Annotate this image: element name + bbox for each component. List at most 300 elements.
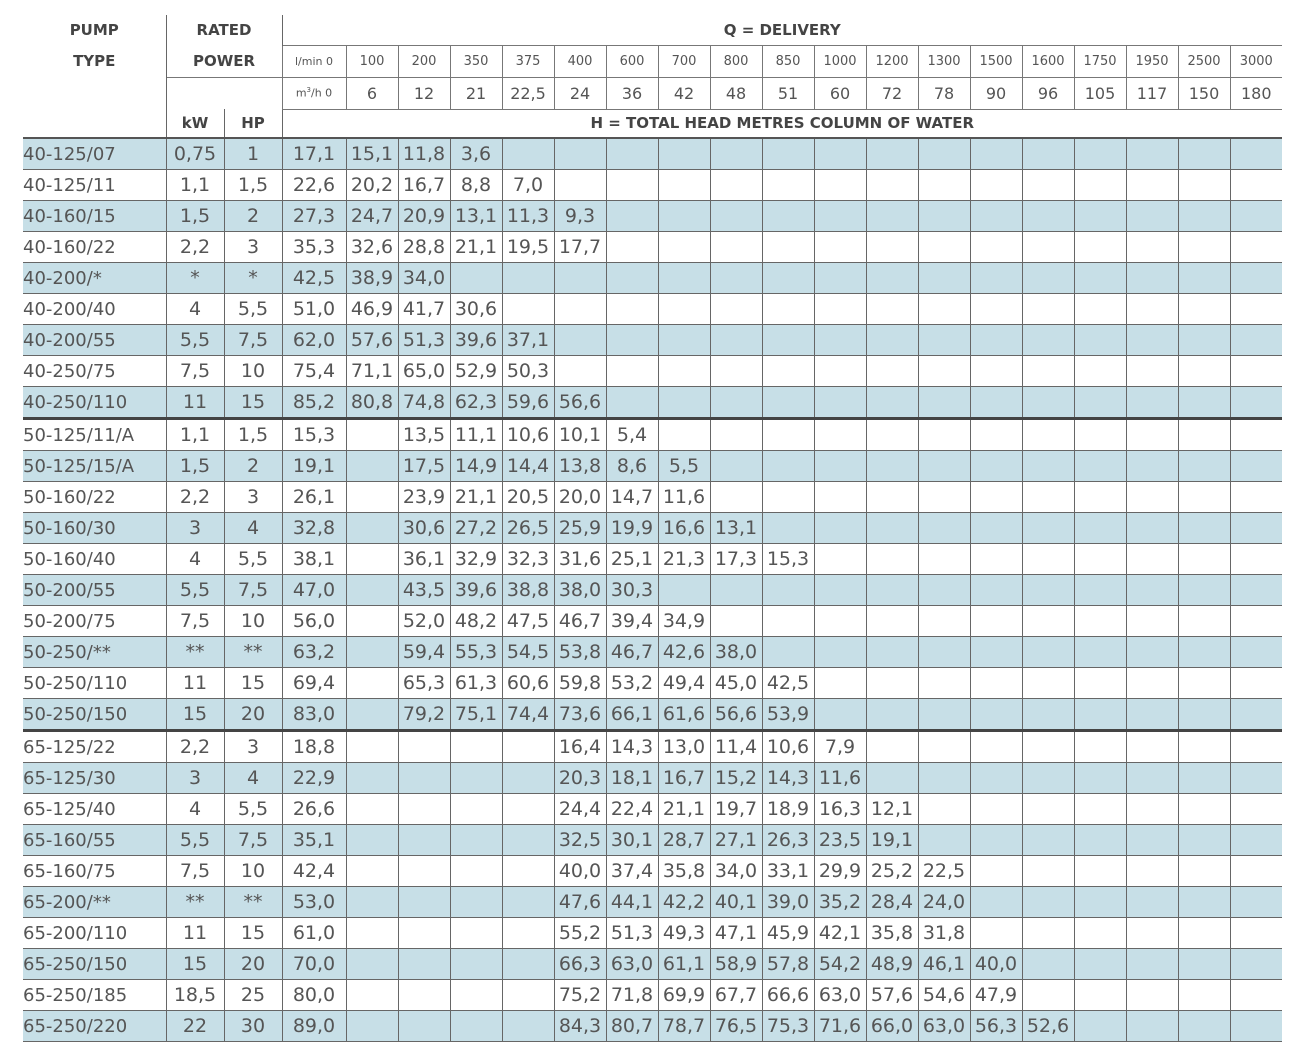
head-value-cell bbox=[918, 482, 970, 513]
head-value-cell bbox=[918, 794, 970, 825]
pump-type-heading-1: PUMP bbox=[69, 21, 119, 39]
head-value-cell bbox=[814, 451, 866, 482]
flow-m3h-header: 96 bbox=[1022, 77, 1074, 109]
head-value-cell bbox=[1126, 699, 1178, 731]
flow-lmin-header: 1200 bbox=[866, 45, 918, 77]
head-value-cell bbox=[1178, 294, 1230, 325]
m3h-unit-sup: 3 bbox=[306, 86, 311, 95]
head-value-cell: 63,0 bbox=[606, 949, 658, 980]
head-zero-cell: 19,1 bbox=[282, 451, 346, 482]
head-value-cell bbox=[346, 731, 398, 763]
head-value-cell bbox=[1126, 325, 1178, 356]
head-zero-cell: 26,1 bbox=[282, 482, 346, 513]
head-value-cell: 13,0 bbox=[658, 731, 710, 763]
flow-lmin-header: 850 bbox=[762, 45, 814, 77]
kw-cell: 5,5 bbox=[166, 325, 224, 356]
pump-type-cell: 40-250/75 bbox=[23, 356, 166, 387]
head-value-cell bbox=[1074, 387, 1126, 419]
head-value-cell: 19,5 bbox=[502, 232, 554, 263]
table-row bbox=[23, 419, 1282, 451]
head-value-cell bbox=[502, 949, 554, 980]
head-value-cell: 36,1 bbox=[398, 544, 450, 575]
flow-lmin-header: 1300 bbox=[918, 45, 970, 77]
head-value-cell bbox=[814, 606, 866, 637]
head-value-cell bbox=[1178, 170, 1230, 201]
head-zero-cell: 83,0 bbox=[282, 699, 346, 731]
head-value-cell: 38,0 bbox=[554, 575, 606, 606]
pump-type-cell: 40-200/* bbox=[23, 263, 166, 294]
pump-type-cell: 50-200/55 bbox=[23, 575, 166, 606]
head-value-cell bbox=[1074, 763, 1126, 794]
table-row bbox=[23, 232, 1282, 263]
head-value-cell: 57,6 bbox=[346, 325, 398, 356]
head-value-cell bbox=[814, 513, 866, 544]
head-value-cell bbox=[918, 606, 970, 637]
flow-lmin-header: 1750 bbox=[1074, 45, 1126, 77]
table-row bbox=[23, 482, 1282, 513]
head-value-cell bbox=[866, 482, 918, 513]
head-value-cell bbox=[710, 201, 762, 232]
head-value-cell bbox=[398, 856, 450, 887]
head-value-cell bbox=[346, 419, 398, 451]
head-value-cell: 47,5 bbox=[502, 606, 554, 637]
head-value-cell bbox=[502, 763, 554, 794]
head-value-cell bbox=[710, 138, 762, 170]
head-value-cell bbox=[1074, 887, 1126, 918]
head-value-cell: 61,3 bbox=[450, 668, 502, 699]
table-header bbox=[23, 15, 1282, 138]
head-value-cell bbox=[762, 575, 814, 606]
head-value-cell bbox=[658, 263, 710, 294]
head-value-cell: 54,2 bbox=[814, 949, 866, 980]
head-value-cell bbox=[606, 387, 658, 419]
head-value-cell: 71,6 bbox=[814, 1011, 866, 1042]
table-row bbox=[23, 763, 1282, 794]
head-value-cell bbox=[1074, 356, 1126, 387]
hp-cell: ** bbox=[224, 637, 282, 668]
kw-cell: 4 bbox=[166, 544, 224, 575]
head-value-cell: 56,6 bbox=[554, 387, 606, 419]
head-value-cell bbox=[1230, 980, 1282, 1011]
head-value-cell: 39,0 bbox=[762, 887, 814, 918]
head-value-cell bbox=[970, 699, 1022, 731]
head-value-cell: 63,0 bbox=[814, 980, 866, 1011]
head-value-cell bbox=[1230, 263, 1282, 294]
head-value-cell: 17,5 bbox=[398, 451, 450, 482]
head-value-cell bbox=[606, 263, 658, 294]
head-value-cell bbox=[554, 325, 606, 356]
head-value-cell: 18,1 bbox=[606, 763, 658, 794]
hp-cell: 5,5 bbox=[224, 544, 282, 575]
head-value-cell bbox=[1074, 606, 1126, 637]
head-value-cell bbox=[1230, 513, 1282, 544]
head-zero-cell: 27,3 bbox=[282, 201, 346, 232]
head-value-cell bbox=[1074, 419, 1126, 451]
head-value-cell bbox=[606, 138, 658, 170]
head-value-cell: 75,3 bbox=[762, 1011, 814, 1042]
head-value-cell bbox=[1178, 887, 1230, 918]
flow-m3h-unit bbox=[282, 77, 346, 109]
head-value-cell bbox=[398, 949, 450, 980]
flow-lmin-header: 600 bbox=[606, 45, 658, 77]
head-value-cell: 50,3 bbox=[502, 356, 554, 387]
head-zero-cell: 85,2 bbox=[282, 387, 346, 419]
head-value-cell bbox=[970, 263, 1022, 294]
hp-cell: 3 bbox=[224, 232, 282, 263]
hp-cell: 3 bbox=[224, 731, 282, 763]
head-value-cell bbox=[1126, 763, 1178, 794]
head-value-cell: 22,5 bbox=[918, 856, 970, 887]
head-value-cell: 35,2 bbox=[814, 887, 866, 918]
head-value-cell bbox=[918, 668, 970, 699]
head-value-cell: 23,9 bbox=[398, 482, 450, 513]
head-value-cell bbox=[1022, 138, 1074, 170]
head-value-cell: 22,4 bbox=[606, 794, 658, 825]
total-head-heading: H = TOTAL HEAD METRES COLUMN OF WATER bbox=[282, 109, 1282, 138]
head-value-cell bbox=[1126, 825, 1178, 856]
hp-cell: 7,5 bbox=[224, 825, 282, 856]
head-value-cell bbox=[1074, 1011, 1126, 1042]
kw-cell: 18,5 bbox=[166, 980, 224, 1011]
hp-cell: 30 bbox=[224, 1011, 282, 1042]
head-value-cell: 11,1 bbox=[450, 419, 502, 451]
head-value-cell: 32,5 bbox=[554, 825, 606, 856]
flow-lmin-header: 1950 bbox=[1126, 45, 1178, 77]
head-value-cell bbox=[606, 170, 658, 201]
header-spacer-2 bbox=[23, 109, 166, 138]
head-value-cell: 34,9 bbox=[658, 606, 710, 637]
head-zero-cell: 47,0 bbox=[282, 575, 346, 606]
head-value-cell: 11,8 bbox=[398, 138, 450, 170]
pump-type-cell: 50-250/150 bbox=[23, 699, 166, 731]
head-value-cell bbox=[1022, 887, 1074, 918]
flow-m3h-header: 51 bbox=[762, 77, 814, 109]
head-zero-cell: 69,4 bbox=[282, 668, 346, 699]
head-value-cell bbox=[1178, 637, 1230, 668]
head-value-cell bbox=[450, 980, 502, 1011]
pump-type-cell: 65-125/40 bbox=[23, 794, 166, 825]
power-subheader-spacer bbox=[166, 77, 282, 109]
head-value-cell bbox=[1230, 482, 1282, 513]
head-value-cell: 66,3 bbox=[554, 949, 606, 980]
head-value-cell bbox=[1126, 263, 1178, 294]
head-value-cell: 19,1 bbox=[866, 825, 918, 856]
head-value-cell bbox=[502, 794, 554, 825]
kw-cell: 11 bbox=[166, 668, 224, 699]
table-row bbox=[23, 544, 1282, 575]
head-value-cell bbox=[814, 637, 866, 668]
head-value-cell bbox=[502, 138, 554, 170]
head-value-cell bbox=[450, 887, 502, 918]
rated-power-heading-2: POWER bbox=[166, 45, 282, 77]
head-value-cell: 11,6 bbox=[814, 763, 866, 794]
hp-cell: 15 bbox=[224, 387, 282, 419]
head-value-cell bbox=[1126, 513, 1178, 544]
head-value-cell bbox=[554, 294, 606, 325]
head-value-cell bbox=[866, 201, 918, 232]
head-value-cell bbox=[1022, 794, 1074, 825]
head-value-cell: 25,1 bbox=[606, 544, 658, 575]
head-value-cell bbox=[970, 482, 1022, 513]
head-value-cell: 43,5 bbox=[398, 575, 450, 606]
head-value-cell bbox=[1022, 387, 1074, 419]
head-value-cell bbox=[502, 887, 554, 918]
hp-cell: 4 bbox=[224, 763, 282, 794]
head-value-cell: 59,8 bbox=[554, 668, 606, 699]
head-value-cell bbox=[1074, 856, 1126, 887]
head-value-cell bbox=[866, 699, 918, 731]
head-value-cell: 34,0 bbox=[398, 263, 450, 294]
head-value-cell: 25,2 bbox=[866, 856, 918, 887]
head-value-cell: 40,1 bbox=[710, 887, 762, 918]
head-zero-cell: 35,1 bbox=[282, 825, 346, 856]
head-value-cell: 25,9 bbox=[554, 513, 606, 544]
flow-m3h-header: 6 bbox=[346, 77, 398, 109]
head-value-cell bbox=[866, 731, 918, 763]
head-value-cell: 54,5 bbox=[502, 637, 554, 668]
header-spacer bbox=[23, 77, 166, 109]
head-value-cell bbox=[866, 606, 918, 637]
head-value-cell bbox=[970, 825, 1022, 856]
kw-cell: ** bbox=[166, 887, 224, 918]
head-value-cell: 28,7 bbox=[658, 825, 710, 856]
head-value-cell: 49,4 bbox=[658, 668, 710, 699]
pump-type-cell: 40-160/15 bbox=[23, 201, 166, 232]
hp-cell: 1,5 bbox=[224, 419, 282, 451]
table-row bbox=[23, 263, 1282, 294]
table-row bbox=[23, 918, 1282, 949]
head-value-cell bbox=[1022, 419, 1074, 451]
head-value-cell: 69,9 bbox=[658, 980, 710, 1011]
head-value-cell: 61,6 bbox=[658, 699, 710, 731]
delivery-heading: Q = DELIVERY bbox=[282, 15, 1282, 45]
head-value-cell bbox=[866, 170, 918, 201]
head-value-cell bbox=[1126, 980, 1178, 1011]
head-value-cell bbox=[814, 356, 866, 387]
head-zero-cell: 51,0 bbox=[282, 294, 346, 325]
head-value-cell: 17,7 bbox=[554, 232, 606, 263]
head-value-cell: 15,2 bbox=[710, 763, 762, 794]
head-value-cell bbox=[1178, 918, 1230, 949]
head-value-cell bbox=[710, 325, 762, 356]
pump-type-cell: 40-160/22 bbox=[23, 232, 166, 263]
head-value-cell bbox=[1230, 138, 1282, 170]
flow-m3h-header: 42 bbox=[658, 77, 710, 109]
head-value-cell bbox=[1022, 825, 1074, 856]
head-value-cell: 45,0 bbox=[710, 668, 762, 699]
head-value-cell bbox=[346, 699, 398, 731]
head-value-cell: 10,1 bbox=[554, 419, 606, 451]
head-value-cell: 55,2 bbox=[554, 918, 606, 949]
head-value-cell bbox=[502, 731, 554, 763]
head-value-cell bbox=[814, 482, 866, 513]
flow-lmin-header: 350 bbox=[450, 45, 502, 77]
head-value-cell: 8,8 bbox=[450, 170, 502, 201]
head-zero-cell: 80,0 bbox=[282, 980, 346, 1011]
head-value-cell bbox=[710, 232, 762, 263]
head-value-cell bbox=[1126, 419, 1178, 451]
head-value-cell bbox=[450, 949, 502, 980]
head-zero-cell: 32,8 bbox=[282, 513, 346, 544]
head-zero-cell: 62,0 bbox=[282, 325, 346, 356]
head-value-cell bbox=[1126, 1011, 1178, 1042]
head-value-cell bbox=[1230, 949, 1282, 980]
head-value-cell: 20,9 bbox=[398, 201, 450, 232]
head-value-cell bbox=[658, 294, 710, 325]
head-value-cell bbox=[1126, 731, 1178, 763]
head-value-cell bbox=[1230, 606, 1282, 637]
pump-type-cell: 40-200/40 bbox=[23, 294, 166, 325]
head-value-cell: 16,3 bbox=[814, 794, 866, 825]
head-value-cell bbox=[1178, 419, 1230, 451]
head-value-cell: 38,0 bbox=[710, 637, 762, 668]
pump-type-cell: 40-250/110 bbox=[23, 387, 166, 419]
head-value-cell bbox=[762, 482, 814, 513]
head-value-cell bbox=[658, 325, 710, 356]
head-value-cell bbox=[606, 356, 658, 387]
head-value-cell bbox=[970, 668, 1022, 699]
head-value-cell: 52,9 bbox=[450, 356, 502, 387]
head-value-cell: 59,4 bbox=[398, 637, 450, 668]
head-value-cell bbox=[970, 544, 1022, 575]
head-value-cell bbox=[866, 575, 918, 606]
kw-cell: 5,5 bbox=[166, 575, 224, 606]
head-zero-cell: 18,8 bbox=[282, 731, 346, 763]
head-value-cell bbox=[918, 825, 970, 856]
head-value-cell bbox=[710, 606, 762, 637]
head-value-cell: 38,8 bbox=[502, 575, 554, 606]
head-value-cell bbox=[1126, 794, 1178, 825]
head-value-cell bbox=[918, 419, 970, 451]
head-value-cell bbox=[710, 170, 762, 201]
head-value-cell bbox=[1126, 138, 1178, 170]
head-value-cell: 47,9 bbox=[970, 980, 1022, 1011]
hp-cell: 25 bbox=[224, 980, 282, 1011]
head-zero-cell: 89,0 bbox=[282, 1011, 346, 1042]
head-value-cell: 23,5 bbox=[814, 825, 866, 856]
kw-cell: 5,5 bbox=[166, 825, 224, 856]
head-value-cell bbox=[450, 263, 502, 294]
kw-cell: 11 bbox=[166, 387, 224, 419]
head-value-cell: 29,9 bbox=[814, 856, 866, 887]
head-value-cell bbox=[1178, 949, 1230, 980]
head-value-cell: 53,9 bbox=[762, 699, 814, 731]
head-value-cell bbox=[1178, 325, 1230, 356]
head-value-cell: 61,1 bbox=[658, 949, 710, 980]
head-value-cell bbox=[1230, 451, 1282, 482]
head-value-cell: 11,3 bbox=[502, 201, 554, 232]
table-body bbox=[23, 138, 1282, 1042]
head-value-cell: 38,9 bbox=[346, 263, 398, 294]
head-value-cell bbox=[658, 387, 710, 419]
head-zero-cell: 42,4 bbox=[282, 856, 346, 887]
head-value-cell bbox=[866, 294, 918, 325]
head-value-cell bbox=[1126, 637, 1178, 668]
head-value-cell bbox=[554, 263, 606, 294]
head-value-cell bbox=[970, 637, 1022, 668]
flow-lmin-header: 700 bbox=[658, 45, 710, 77]
kw-cell: 1,5 bbox=[166, 201, 224, 232]
head-value-cell: 33,1 bbox=[762, 856, 814, 887]
head-value-cell bbox=[1022, 201, 1074, 232]
flow-lmin-header: 3000 bbox=[1230, 45, 1282, 77]
head-value-cell: 48,9 bbox=[866, 949, 918, 980]
head-value-cell bbox=[606, 294, 658, 325]
head-value-cell bbox=[1022, 731, 1074, 763]
head-value-cell bbox=[1074, 294, 1126, 325]
head-value-cell bbox=[450, 918, 502, 949]
head-value-cell bbox=[814, 294, 866, 325]
head-value-cell bbox=[1126, 606, 1178, 637]
head-value-cell: 78,7 bbox=[658, 1011, 710, 1042]
head-value-cell bbox=[1230, 387, 1282, 419]
kw-cell: 1,5 bbox=[166, 451, 224, 482]
head-value-cell: 27,2 bbox=[450, 513, 502, 544]
head-value-cell bbox=[1178, 980, 1230, 1011]
head-value-cell bbox=[1230, 731, 1282, 763]
head-value-cell bbox=[814, 668, 866, 699]
flow-m3h-header: 90 bbox=[970, 77, 1022, 109]
head-value-cell bbox=[658, 356, 710, 387]
head-value-cell: 52,0 bbox=[398, 606, 450, 637]
head-value-cell bbox=[762, 606, 814, 637]
head-value-cell: 10,6 bbox=[762, 731, 814, 763]
head-value-cell bbox=[658, 201, 710, 232]
head-value-cell: 79,2 bbox=[398, 699, 450, 731]
head-value-cell: 14,3 bbox=[606, 731, 658, 763]
pump-type-cell: 65-200/** bbox=[23, 887, 166, 918]
kw-cell: 7,5 bbox=[166, 606, 224, 637]
head-value-cell bbox=[918, 731, 970, 763]
head-value-cell bbox=[1178, 263, 1230, 294]
head-value-cell bbox=[1178, 356, 1230, 387]
head-value-cell bbox=[1126, 232, 1178, 263]
head-value-cell bbox=[1074, 482, 1126, 513]
head-value-cell bbox=[970, 887, 1022, 918]
head-value-cell: 40,0 bbox=[554, 856, 606, 887]
head-value-cell bbox=[1230, 1011, 1282, 1042]
flow-m3h-header: 72 bbox=[866, 77, 918, 109]
flow-m3h-header: 150 bbox=[1178, 77, 1230, 109]
table-row bbox=[23, 980, 1282, 1011]
head-value-cell bbox=[970, 294, 1022, 325]
head-value-cell: 53,2 bbox=[606, 668, 658, 699]
head-value-cell: 30,6 bbox=[398, 513, 450, 544]
head-value-cell bbox=[762, 451, 814, 482]
table-row bbox=[23, 825, 1282, 856]
head-value-cell bbox=[1022, 356, 1074, 387]
head-value-cell bbox=[1126, 451, 1178, 482]
head-value-cell: 51,3 bbox=[606, 918, 658, 949]
head-value-cell: 8,6 bbox=[606, 451, 658, 482]
flow-m3h-header: 12 bbox=[398, 77, 450, 109]
head-value-cell: 30,6 bbox=[450, 294, 502, 325]
head-value-cell bbox=[814, 419, 866, 451]
head-value-cell: 9,3 bbox=[554, 201, 606, 232]
head-value-cell bbox=[866, 356, 918, 387]
head-value-cell bbox=[762, 294, 814, 325]
kw-cell: 7,5 bbox=[166, 856, 224, 887]
head-value-cell: 32,6 bbox=[346, 232, 398, 263]
head-value-cell bbox=[502, 918, 554, 949]
head-value-cell bbox=[710, 294, 762, 325]
head-value-cell bbox=[1230, 668, 1282, 699]
kw-cell: 4 bbox=[166, 294, 224, 325]
head-value-cell bbox=[1074, 731, 1126, 763]
head-value-cell: 16,6 bbox=[658, 513, 710, 544]
head-value-cell: 46,1 bbox=[918, 949, 970, 980]
head-value-cell: 53,8 bbox=[554, 637, 606, 668]
